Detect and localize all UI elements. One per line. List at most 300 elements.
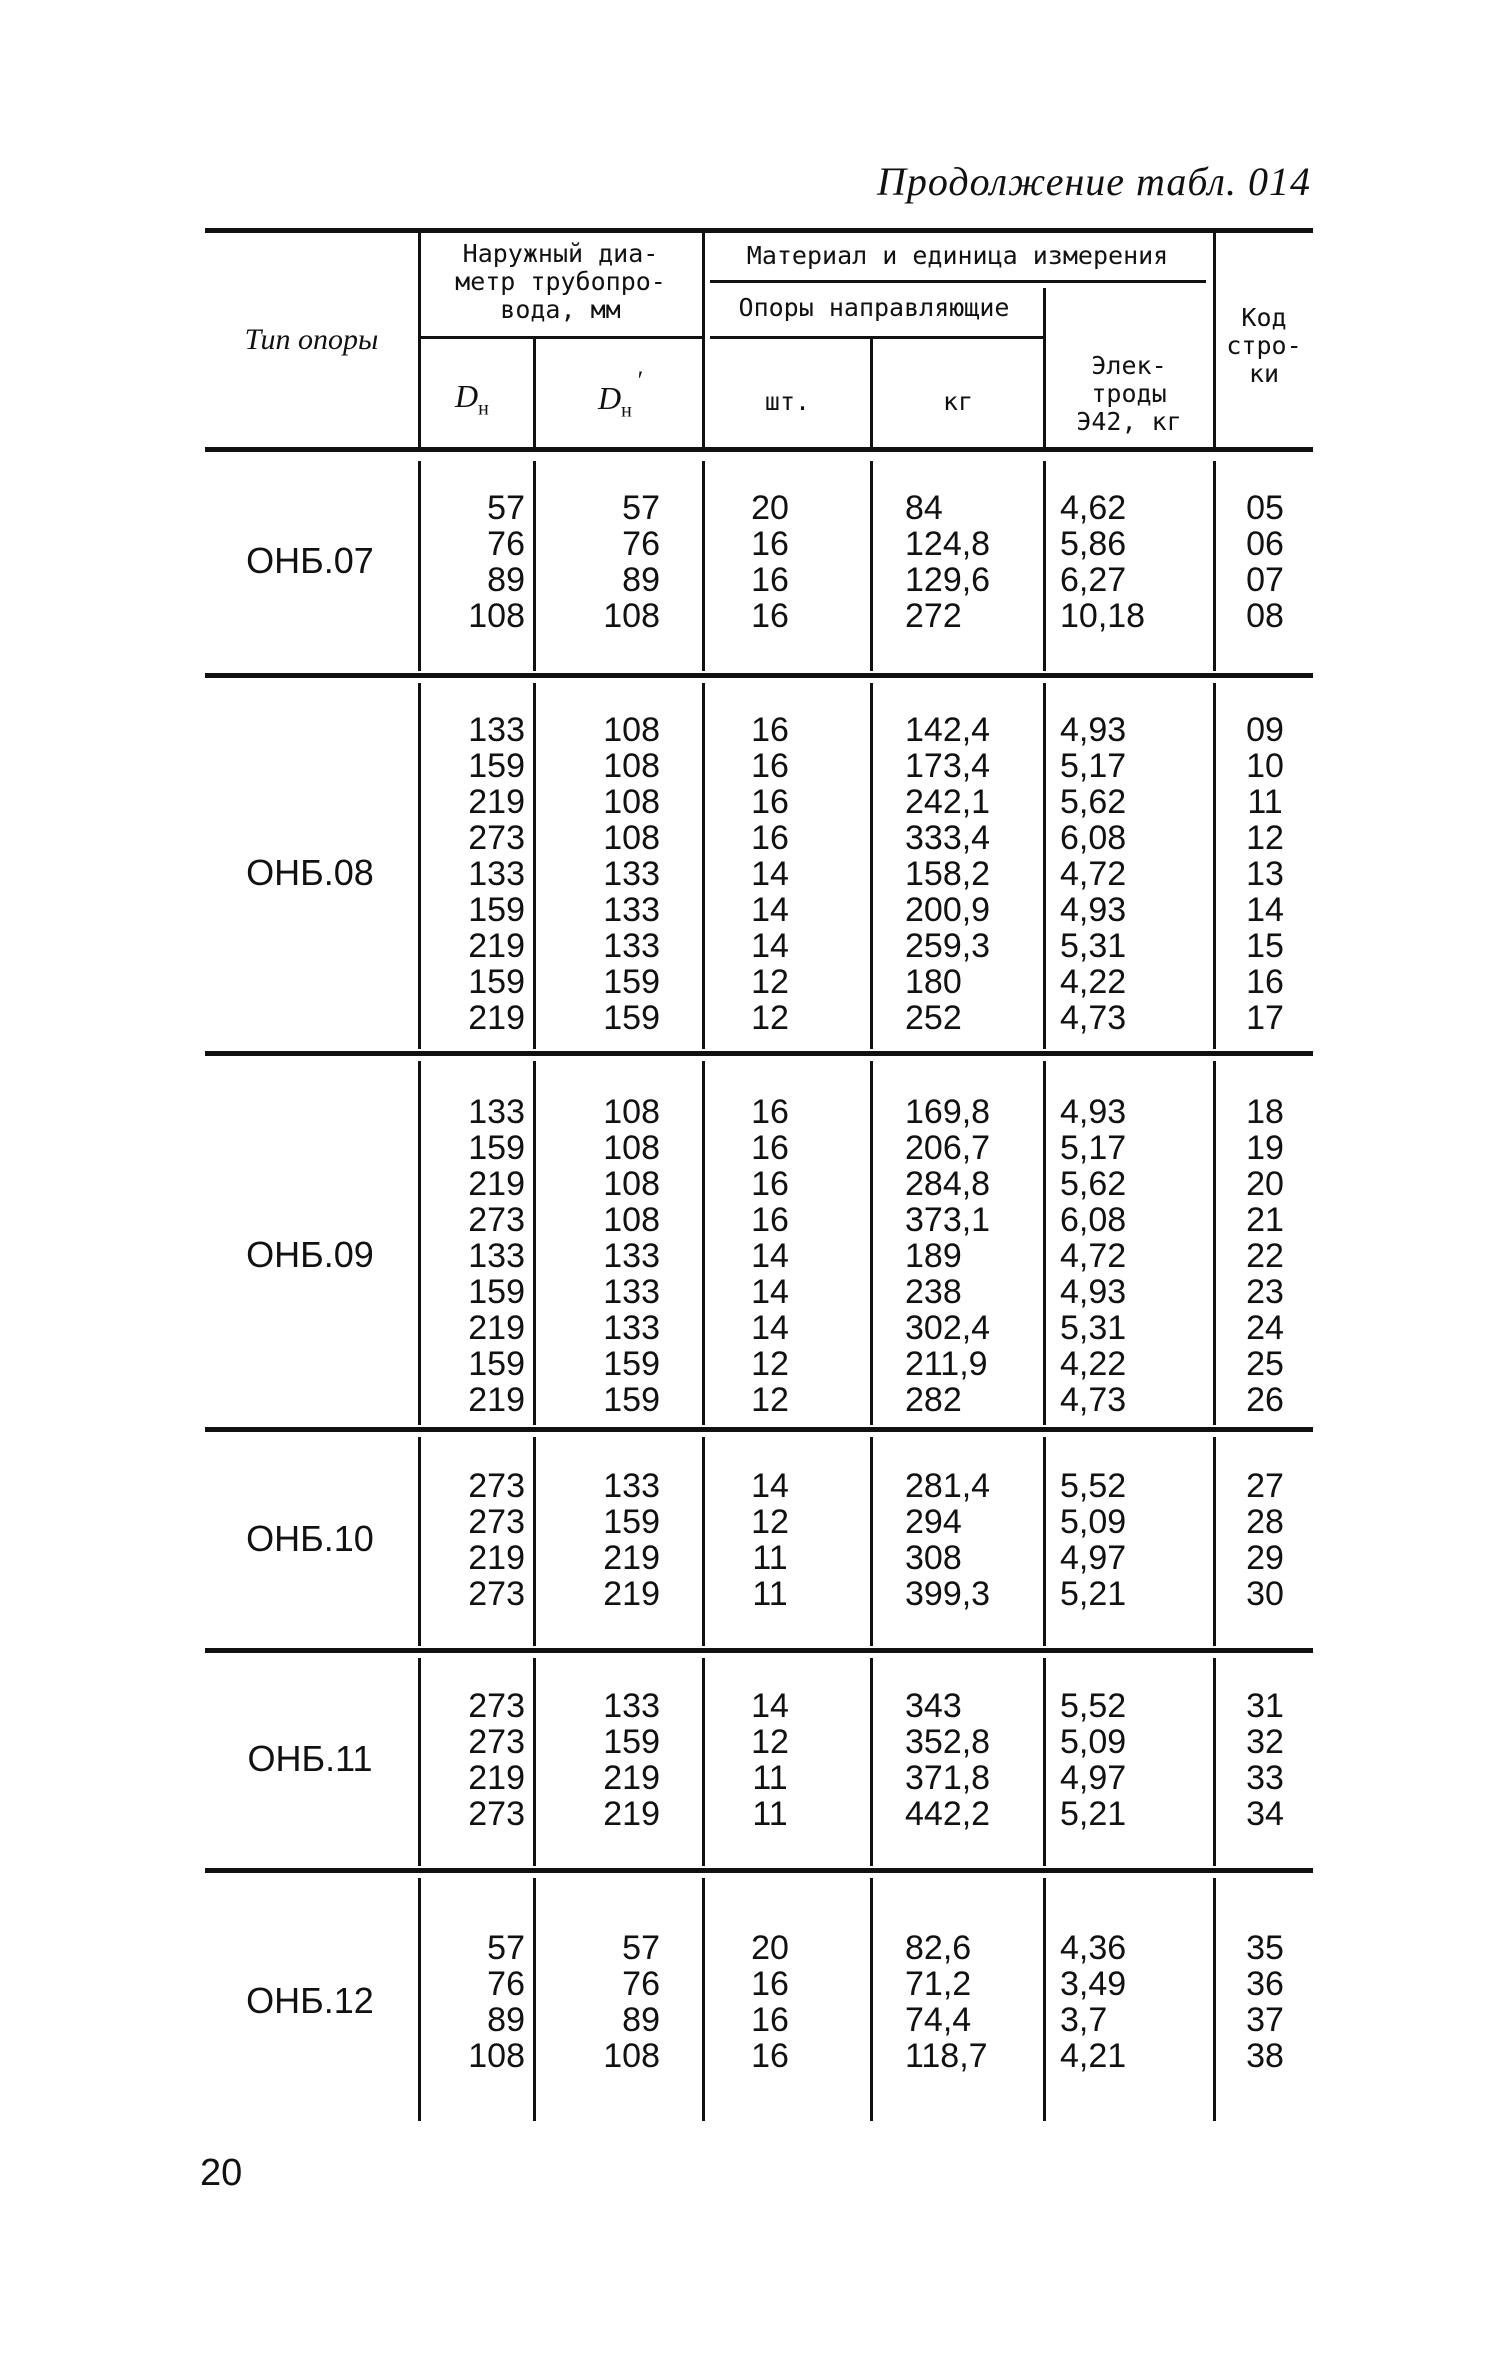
- column-divider: [533, 461, 536, 671]
- table-cell: 399,3: [905, 1575, 991, 1613]
- table-cell: 206,7: [905, 1129, 991, 1167]
- table-cell: 252: [905, 999, 962, 1037]
- column-divider: [870, 1437, 873, 1646]
- column-divider: [418, 461, 421, 671]
- column-dn-prime: [540, 1468, 660, 1612]
- table-cell: 133: [603, 1467, 660, 1505]
- table-cell: 11: [752, 1539, 788, 1577]
- table-cell: 273: [468, 1201, 525, 1239]
- table-cell: 5,31: [1060, 1309, 1127, 1347]
- column-kg: [905, 1468, 1035, 1612]
- table-cell: 16: [751, 561, 789, 599]
- table-cell: 16: [751, 1165, 789, 1203]
- column-divider: [533, 683, 536, 1049]
- table-cell: 16: [751, 711, 789, 749]
- column-dn-prime: [540, 712, 660, 1036]
- table-cell: 16: [751, 783, 789, 821]
- column-dn: [425, 1688, 525, 1832]
- group-separator: [205, 1648, 1313, 1653]
- table-cell: 273: [468, 1503, 525, 1541]
- table-cell: 219: [603, 1539, 660, 1577]
- column-divider: [418, 1437, 421, 1646]
- table-cell: 4,22: [1060, 963, 1127, 1001]
- column-divider: [533, 1437, 536, 1646]
- table-cell: 3,7: [1060, 2001, 1108, 2039]
- table-cell: 57: [622, 489, 660, 527]
- table-cell: 84: [905, 489, 943, 527]
- group-separator: [205, 1051, 1313, 1056]
- table-cell: 133: [603, 1237, 660, 1275]
- table-cell: 10: [1246, 747, 1284, 785]
- table-cell: 180: [905, 963, 962, 1001]
- column-electrodes: [1060, 490, 1180, 634]
- table-cell: 76: [487, 525, 525, 563]
- table-cell: 34: [1246, 1795, 1284, 1833]
- table-cell: 11: [752, 1575, 788, 1613]
- column-electrodes: [1060, 1468, 1180, 1612]
- table-cell: 308: [905, 1539, 962, 1577]
- table-cell: 24: [1246, 1309, 1284, 1347]
- table-cell: 442,2: [905, 1795, 991, 1833]
- table-cell: 302,4: [905, 1309, 991, 1347]
- table-cell: 29: [1246, 1539, 1284, 1577]
- table-cell: 57: [487, 489, 525, 527]
- table-cell: 133: [468, 1093, 525, 1131]
- table-cell: 35: [1246, 1929, 1284, 1967]
- table-cell: 08: [1246, 597, 1284, 635]
- table-cell: 16: [751, 1965, 789, 2003]
- column-dn: [425, 490, 525, 634]
- table-cell: 16: [751, 525, 789, 563]
- table-cell: 333,4: [905, 819, 991, 857]
- table-cell: 05: [1246, 489, 1284, 527]
- table-cell: 89: [622, 561, 660, 599]
- table-cell: 5,21: [1060, 1575, 1127, 1613]
- table-cell: 37: [1246, 2001, 1284, 2039]
- table-cell: 76: [622, 525, 660, 563]
- table-caption: Продолжение табл. 014: [876, 159, 1311, 204]
- column-divider: [870, 1061, 873, 1425]
- column-divider: [1043, 1878, 1046, 2121]
- column-kg: [905, 490, 1035, 634]
- page-number: 20: [200, 2152, 243, 2194]
- column-divider: [870, 461, 873, 671]
- table-cell: 5,31: [1060, 927, 1127, 965]
- column-electrodes: [1060, 712, 1180, 1036]
- column-codes: [1220, 712, 1310, 1036]
- table-cell: 108: [603, 597, 660, 635]
- column-kg: [905, 712, 1035, 1036]
- table-cell: 6,08: [1060, 1201, 1127, 1239]
- table-cell: 16: [751, 819, 789, 857]
- column-pcs: [710, 1094, 830, 1418]
- column-codes: [1220, 490, 1310, 634]
- header-divider: [418, 233, 421, 448]
- group-separator: [205, 1427, 1313, 1432]
- column-electrodes: [1060, 1094, 1180, 1418]
- column-dn-prime: [540, 490, 660, 634]
- column-dn: [425, 712, 525, 1036]
- table-cell: 11: [752, 1795, 788, 1833]
- table-cell: 133: [468, 711, 525, 749]
- column-electrodes: [1060, 1688, 1180, 1832]
- table-cell: 14: [751, 1237, 789, 1275]
- table-cell: 25: [1246, 1345, 1284, 1383]
- column-divider: [1043, 461, 1046, 671]
- table-cell: 159: [603, 963, 660, 1001]
- table-cell: 4,72: [1060, 1237, 1127, 1275]
- header-dn: $D_н$: [455, 378, 489, 420]
- header-kg: кг: [942, 387, 974, 416]
- table-cell: 71,2: [905, 1965, 972, 2003]
- column-codes: [1220, 1688, 1310, 1832]
- table-cell: 09: [1246, 711, 1284, 749]
- table-cell: 219: [603, 1575, 660, 1613]
- header-subrule: [710, 280, 1206, 283]
- column-kg: [905, 1688, 1035, 1832]
- column-divider: [533, 1878, 536, 2121]
- table-cell: 5,52: [1060, 1687, 1127, 1725]
- table-cell: 159: [603, 999, 660, 1037]
- table-cell: 219: [468, 1759, 525, 1797]
- table-cell: 30: [1246, 1575, 1284, 1613]
- table-cell: 14: [751, 1309, 789, 1347]
- table-cell: 159: [468, 963, 525, 1001]
- table-cell: 76: [487, 1965, 525, 2003]
- column-electrodes: [1060, 1930, 1180, 2074]
- table-cell: 5,09: [1060, 1503, 1127, 1541]
- table-cell: 108: [603, 1093, 660, 1131]
- table-cell: 219: [603, 1759, 660, 1797]
- header-code: Код стро- ки: [1226, 303, 1302, 388]
- table-cell: 108: [603, 2037, 660, 2075]
- header-divider: [533, 338, 536, 448]
- table-cell: 108: [603, 1129, 660, 1167]
- table-cell: 129,6: [905, 561, 991, 599]
- column-divider: [702, 1437, 705, 1646]
- table-cell: 28: [1246, 1503, 1284, 1541]
- header-subrule: [710, 336, 1043, 339]
- table-cell: 219: [468, 1165, 525, 1203]
- table-cell: 4,93: [1060, 891, 1127, 929]
- column-divider: [418, 1658, 421, 1866]
- table-cell: 15: [1246, 927, 1284, 965]
- table-cell: 281,4: [905, 1467, 991, 1505]
- column-dn: [425, 1094, 525, 1418]
- column-dn-prime: [540, 1094, 660, 1418]
- column-dn: [425, 1468, 525, 1612]
- support-type-label: ОНБ.12: [246, 1980, 374, 2021]
- table-cell: 4,21: [1060, 2037, 1127, 2075]
- table-cell: 20: [751, 1929, 789, 1967]
- table-cell: 16: [751, 1201, 789, 1239]
- table-cell: 282: [905, 1381, 962, 1419]
- table-cell: 159: [603, 1381, 660, 1419]
- table-cell: 343: [905, 1687, 962, 1725]
- table-cell: 12: [751, 1345, 789, 1383]
- table-cell: 118,7: [905, 2037, 988, 2075]
- table-cell: 5,17: [1060, 1129, 1127, 1167]
- column-pcs: [710, 712, 830, 1036]
- header-dn-prime: $D_н$ ′: [598, 366, 642, 422]
- table-cell: 27: [1246, 1467, 1284, 1505]
- table-cell: 14: [1246, 891, 1284, 929]
- table-cell: 38: [1246, 2037, 1284, 2075]
- table-cell: 23: [1246, 1273, 1284, 1311]
- table-cell: 82,6: [905, 1929, 972, 1967]
- table-cell: 108: [603, 1201, 660, 1239]
- table-cell: 16: [751, 1093, 789, 1131]
- header-type: Тип опоры: [244, 323, 379, 356]
- table-cell: 284,8: [905, 1165, 991, 1203]
- column-pcs: [710, 1930, 830, 2074]
- table-cell: 12: [1246, 819, 1284, 857]
- support-type-label: ОНБ.07: [246, 540, 374, 581]
- table-cell: 273: [468, 1687, 525, 1725]
- table-cell: 4,72: [1060, 855, 1127, 893]
- table-cell: 5,62: [1060, 783, 1127, 821]
- header-bottom-rule: [205, 447, 1313, 452]
- table-cell: 21: [1246, 1201, 1284, 1239]
- table-cell: 5,62: [1060, 1165, 1127, 1203]
- table-cell: 371,8: [905, 1759, 991, 1797]
- column-divider: [870, 1658, 873, 1866]
- table-cell: 4,93: [1060, 1093, 1127, 1131]
- table-cell: 16: [751, 2037, 789, 2075]
- table-cell: 12: [751, 1503, 789, 1541]
- table-cell: 4,97: [1060, 1539, 1127, 1577]
- column-dn-prime: [540, 1688, 660, 1832]
- table-cell: 12: [751, 963, 789, 1001]
- column-divider: [702, 683, 705, 1049]
- table-cell: 57: [622, 1929, 660, 1967]
- table-cell: 272: [905, 597, 962, 635]
- column-divider: [533, 1061, 536, 1425]
- table-cell: 14: [751, 1273, 789, 1311]
- table-cell: 06: [1246, 525, 1284, 563]
- table-cell: 5,09: [1060, 1723, 1127, 1761]
- column-divider: [1043, 1437, 1046, 1646]
- table-cell: 89: [487, 2001, 525, 2039]
- table-cell: 108: [603, 747, 660, 785]
- table-cell: 11: [752, 1759, 788, 1797]
- table-cell: 133: [603, 891, 660, 929]
- column-divider: [1213, 1658, 1216, 1866]
- table-cell: 273: [468, 1467, 525, 1505]
- table-cell: 89: [622, 2001, 660, 2039]
- table-cell: 173,4: [905, 747, 991, 785]
- table-cell: 219: [468, 927, 525, 965]
- table-cell: 108: [603, 819, 660, 857]
- table-cell: 31: [1246, 1687, 1284, 1725]
- table-cell: 14: [751, 1687, 789, 1725]
- table-cell: 4,22: [1060, 1345, 1127, 1383]
- table-cell: 22: [1246, 1237, 1284, 1275]
- table-cell: 12: [751, 999, 789, 1037]
- column-divider: [418, 1061, 421, 1425]
- column-codes: [1220, 1930, 1310, 2074]
- table-cell: 33: [1246, 1759, 1284, 1797]
- header-guides: Опоры направляющие: [738, 293, 1010, 322]
- table-cell: 13: [1246, 855, 1284, 893]
- table-cell: 108: [468, 2037, 525, 2075]
- table-cell: 273: [468, 819, 525, 857]
- table-top-rule: [205, 228, 1313, 233]
- table-cell: 16: [751, 1129, 789, 1167]
- column-pcs: [710, 490, 830, 634]
- table-cell: 3,49: [1060, 1965, 1127, 2003]
- header-outer-diameter: Наружный диа- метр трубопро- вода, мм: [455, 239, 666, 324]
- group-separator: [205, 1868, 1313, 1873]
- table-cell: 133: [603, 1273, 660, 1311]
- table-cell: 20: [1246, 1165, 1284, 1203]
- table-cell: 14: [751, 891, 789, 929]
- table-cell: 4,62: [1060, 489, 1127, 527]
- column-dn: [425, 1930, 525, 2074]
- table-cell: 19: [1246, 1129, 1284, 1167]
- column-divider: [1213, 461, 1216, 671]
- table-cell: 14: [751, 855, 789, 893]
- table-cell: 159: [468, 891, 525, 929]
- table-cell: 273: [468, 1575, 525, 1613]
- column-pcs: [710, 1688, 830, 1832]
- table-cell: 211,9: [905, 1345, 988, 1383]
- column-divider: [702, 461, 705, 671]
- column-dn-prime: [540, 1930, 660, 2074]
- table-cell: 133: [603, 855, 660, 893]
- table-cell: 159: [468, 1273, 525, 1311]
- table-cell: 133: [603, 1309, 660, 1347]
- column-codes: [1220, 1468, 1310, 1612]
- table-cell: 133: [603, 927, 660, 965]
- table-cell: 219: [468, 1539, 525, 1577]
- table-cell: 32: [1246, 1723, 1284, 1761]
- table-cell: 5,21: [1060, 1795, 1127, 1833]
- column-divider: [702, 1878, 705, 2121]
- table-cell: 108: [603, 783, 660, 821]
- table-cell: 219: [468, 999, 525, 1037]
- table-cell: 10,18: [1060, 597, 1146, 635]
- table-cell: 189: [905, 1237, 962, 1275]
- header-subrule: [418, 336, 702, 339]
- table-cell: 108: [603, 711, 660, 749]
- table-cell: 5,52: [1060, 1467, 1127, 1505]
- table-cell: 242,1: [905, 783, 991, 821]
- table-cell: 200,9: [905, 891, 991, 929]
- support-type-label: ОНБ.09: [246, 1234, 374, 1275]
- support-type-label: ОНБ.10: [246, 1518, 374, 1559]
- column-kg: [905, 1094, 1035, 1418]
- table-cell: 16: [1246, 963, 1284, 1001]
- table-cell: 6,08: [1060, 819, 1127, 857]
- header-electrodes: Элек- троды Э42, кг: [1076, 351, 1182, 436]
- table-cell: 158,2: [905, 855, 991, 893]
- table-cell: 219: [468, 783, 525, 821]
- column-divider: [1213, 1061, 1216, 1425]
- column-divider: [870, 1878, 873, 2121]
- table-cell: 6,27: [1060, 561, 1127, 599]
- table-cell: 238: [905, 1273, 962, 1311]
- table-cell: 14: [751, 1467, 789, 1505]
- table-cell: 4,97: [1060, 1759, 1127, 1797]
- table-cell: 219: [468, 1381, 525, 1419]
- column-divider: [702, 1658, 705, 1866]
- table-cell: 5,17: [1060, 747, 1127, 785]
- table-cell: 142,4: [905, 711, 991, 749]
- table-cell: 16: [751, 597, 789, 635]
- table-cell: 12: [751, 1381, 789, 1419]
- table-cell: 159: [603, 1503, 660, 1541]
- column-divider: [533, 1658, 536, 1866]
- table-cell: 57: [487, 1929, 525, 1967]
- column-divider: [1043, 1658, 1046, 1866]
- column-divider: [702, 1061, 705, 1425]
- data-table: [205, 228, 1313, 2123]
- table-cell: 259,3: [905, 927, 991, 965]
- table-cell: 20: [751, 489, 789, 527]
- table-cell: 108: [468, 597, 525, 635]
- table-cell: 36: [1246, 1965, 1284, 2003]
- table-cell: 159: [468, 747, 525, 785]
- column-pcs: [710, 1468, 830, 1612]
- support-type-label: ОНБ.08: [246, 852, 374, 893]
- table-cell: 12: [751, 1723, 789, 1761]
- group-separator: [205, 673, 1313, 678]
- table-cell: 159: [603, 1345, 660, 1383]
- table-cell: 219: [603, 1795, 660, 1833]
- table-cell: 133: [603, 1687, 660, 1725]
- table-cell: 219: [468, 1309, 525, 1347]
- column-divider: [1043, 683, 1046, 1049]
- table-cell: 273: [468, 1723, 525, 1761]
- table-cell: 133: [468, 855, 525, 893]
- table-cell: 17: [1246, 999, 1284, 1037]
- column-divider: [1213, 1878, 1216, 2121]
- column-divider: [418, 1878, 421, 2121]
- table-cell: 18: [1246, 1093, 1284, 1131]
- table-cell: 74,4: [905, 2001, 972, 2039]
- column-divider: [1213, 1437, 1216, 1646]
- table-cell: 11: [1247, 783, 1283, 821]
- table-cell: 26: [1246, 1381, 1284, 1419]
- support-type-label: ОНБ.11: [247, 1738, 373, 1779]
- table-cell: 352,8: [905, 1723, 991, 1761]
- table-cell: 124,8: [905, 525, 991, 563]
- table-cell: 133: [468, 1237, 525, 1275]
- table-cell: 4,93: [1060, 1273, 1127, 1311]
- table-cell: 294: [905, 1503, 962, 1541]
- column-divider: [870, 683, 873, 1049]
- header-material: Материал и единица измерения: [746, 241, 1169, 270]
- table-cell: 16: [751, 2001, 789, 2039]
- table-cell: 169,8: [905, 1093, 991, 1131]
- column-kg: [905, 1930, 1035, 2074]
- column-divider: [418, 683, 421, 1049]
- table-cell: 4,73: [1060, 999, 1127, 1037]
- column-codes: [1220, 1094, 1310, 1418]
- table-cell: 4,93: [1060, 711, 1127, 749]
- table-cell: 159: [468, 1129, 525, 1167]
- table-cell: 14: [751, 927, 789, 965]
- header-pcs: шт.: [764, 387, 811, 416]
- table-cell: 373,1: [905, 1201, 991, 1239]
- table-cell: 89: [487, 561, 525, 599]
- table-cell: 76: [622, 1965, 660, 2003]
- table-cell: 07: [1246, 561, 1284, 599]
- table-cell: 273: [468, 1795, 525, 1833]
- table-cell: 4,36: [1060, 1929, 1127, 1967]
- column-divider: [1213, 683, 1216, 1049]
